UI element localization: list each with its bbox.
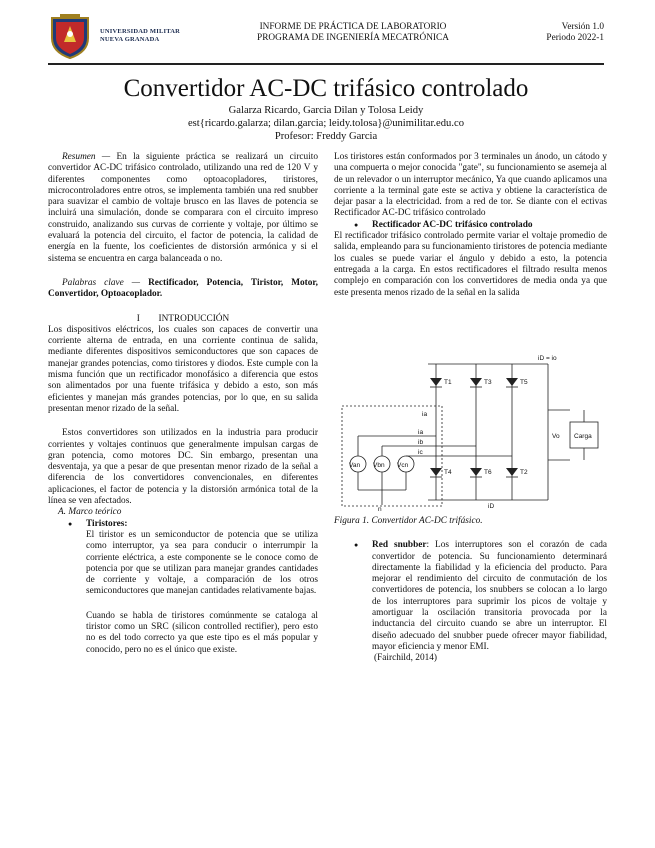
report-title xyxy=(228,22,478,44)
bullet-tiristores xyxy=(48,519,318,530)
bullet-rectificador-label: Rectificador AC-DC trifásico controlado xyxy=(372,219,533,230)
label-load: Carga xyxy=(574,433,592,440)
university-crest-logo xyxy=(48,12,92,60)
tiristor-paragraph-1: El tiristor es un semiconductor de potencia que se utiliza como interruptor, ya sea para conducir o interrumpir la corriente eléctrica, a este componente se le conoce como de potencia por que se utilizan para manejar grandes cantidades de corriente y voltaje, a comparación de los otros semiconductores que manejan cantidades relativamente bajas. xyxy=(86,529,318,597)
rectifier-paragraph: El rectificador trifásico controlado permite variar el voltaje promedio de salida, empleando para su funcionamiento tiristores de potencia mediante los cuales se puede variar el ángulo y debido a esto, la potencia entregada a la carga. En estos rectificadores el filtrado resulta menos complejo en comparación con los convertidores de media onda ya que este presenta menos rizado de la señal en la salida xyxy=(334,231,607,298)
version-label: Versión 1.0 xyxy=(561,22,604,32)
report-title-line2: PROGRAMA DE INGENIERÍA MECATRÓNICA xyxy=(257,33,449,43)
label-id2: iD xyxy=(488,503,495,510)
university-name-line2: NUEVA GRANADA xyxy=(100,36,160,43)
author-block xyxy=(48,104,604,143)
section-heading xyxy=(48,314,318,325)
label-t6: T6 xyxy=(484,469,492,476)
right-column-lower xyxy=(334,516,607,665)
label-t3: T3 xyxy=(484,379,492,386)
section-number: I xyxy=(136,313,140,324)
figure-caption: Figura 1. Convertidor AC-DC trifásico. xyxy=(334,516,483,526)
label-n: n xyxy=(378,506,382,512)
keywords-label: Palabras clave — xyxy=(62,277,141,288)
bullet-snubber xyxy=(334,540,607,653)
abstract xyxy=(48,152,318,265)
right-column xyxy=(334,152,607,299)
section-title: INTRODUCCIÓN xyxy=(158,313,230,324)
tiristor-paragraph-2: Cuando se habla de tiristores comúnmente se cataloga al tiristor como un SRC (silicon controlled rectifier), pero esto no es del todo correcto ya que este tipo es el más popular y conocido, pero no es el único que existe. xyxy=(86,610,318,655)
label-t5: T5 xyxy=(520,379,528,386)
keywords-text: Rectificador, Potencia, Tiristor, Motor, Convertidor, Optoacoplador. xyxy=(48,277,318,300)
label-vbn: Vbn xyxy=(373,462,385,469)
professor-name: Profesor: Freddy Garcia xyxy=(274,131,378,142)
label-t2: T2 xyxy=(520,469,528,476)
abstract-text: En la siguiente práctica se realizará un circuito convertidor AC-DC trifásico controlado, utilizando una red de 120 V y diferentes componentes como optoacopladores, tiristores, microcontroladores entre otros, se implementa también una red snubber para suavizar el cambio de voltaje brusco en las llaves de potencia se incluirá una simulación, donde se comparara con el circuito impreso construido, analizando sus curvas de corriente y voltaje, por último se evaluará la potencia del circuito, el factor de potencia, la calidad de energía en la fuente, los coeficientes de distorsión armónica y si el sistema se encuentra en carga balanceada o no. xyxy=(48,152,319,264)
abstract-label: Resumen — xyxy=(62,152,111,162)
intro-paragraph-1: Los dispositivos eléctricos, los cuales son capaces de convertir una corriente alterna de entrada, en una corriente continua de salida, mediante diferentes dispositivos semiconductores que son capaces de manejar grandes potencias, como tiristores y diodos. Este cumple con la misma función que un rectificador monofásico a diferencia que estos son alimentados por una fuente trifásica y debido a esto, son más eficientes y manejan más grandes potencias, por lo que, en su salida presentan menor rizado de la señal. xyxy=(48,324,318,414)
label-iao: ia xyxy=(422,411,428,418)
label-van: Van xyxy=(349,462,361,469)
subsection-heading: A. Marco teórico xyxy=(58,507,122,518)
bullet-rectificador xyxy=(334,220,607,231)
period-label: Periodo 2022-1 xyxy=(546,33,604,43)
university-name xyxy=(100,28,180,44)
bullet-tiristores-label: Tiristores: xyxy=(86,518,128,529)
label-vo: Vo xyxy=(552,433,560,440)
version-info xyxy=(514,22,604,44)
label-ic: ic xyxy=(418,449,423,456)
label-ib: ib xyxy=(418,439,424,446)
citation: (Fairchild, 2014) xyxy=(374,653,437,664)
left-column xyxy=(48,152,318,656)
author-names: Galarza Ricardo, Garcia Dilan y Tolosa Leidy xyxy=(228,105,424,116)
intro-paragraph-2: Estos convertidores son utilizados en la industria para producir corrientes y voltajes continuos que generalmente impulsan cargas de gran potencia, como motores DC. Sin embargo, presentan una desventaja, ya que a pesar de que presentan menor rizado de la señal a diferencia de los convertidores convencionales, en diferentes aplicaciones, el factor de potencia y la distorsión armónica total de la línea se ven afectados. xyxy=(48,428,318,507)
label-id: iD = io xyxy=(538,355,557,362)
page-header xyxy=(48,10,604,66)
keywords xyxy=(48,278,318,301)
label-t4: T4 xyxy=(444,469,452,476)
author-emails: est{ricardo.galarza; dilan.garcia; leidy.tolosa}@unimilitar.edu.co xyxy=(187,118,465,129)
header-divider xyxy=(48,63,604,65)
circuit-diagram xyxy=(338,350,606,512)
tiristor-paragraph-3: Los tiristores están conformados por 3 terminales un ánodo, un cátodo y una compuerta o mejor conocida "gate", su funcionamiento se asemeja al de un relevador o un interruptor mecánico, Ya que cuando aplicamos una corriente a la terminal gate este se activa y obtiene la característica de dejar pasar a la electricidad. from a red de tor. Se diante con el ectivas Rectificador AC-DC trifásico controlado xyxy=(334,152,607,219)
label-t1: T1 xyxy=(444,379,452,386)
university-name-line1: UNIVERSIDAD MILITAR xyxy=(100,28,181,35)
paper-title: Convertidor AC-DC trifásico controlado xyxy=(123,75,529,102)
label-ia: ia xyxy=(418,429,424,436)
snubber-text: : Los interruptores son el corazón de cada convertidor de potencia. Su funcionamiento determinará directamente la fiabilidad y la eficiencia del producto. Para mejorar el rendimiento del circuito de conmutación de los convertidores de potencia, los snubbers se colocan a lo largo de los interruptores para suprimir los picos de voltaje y amortiguar la oscilación transitoria provocada por la inductancia del circuito cuando se abre un interruptor. El diseño adecuado del snubber puede ofrecer mayor fiabilidad, mayor eficiencia y menor EMI. xyxy=(372,540,607,652)
bullet-snubber-label: Red snubber xyxy=(372,540,427,551)
label-vcn: Vcn xyxy=(397,462,409,469)
report-title-line1: INFORME DE PRÁCTICA DE LABORATORIO xyxy=(259,22,447,32)
